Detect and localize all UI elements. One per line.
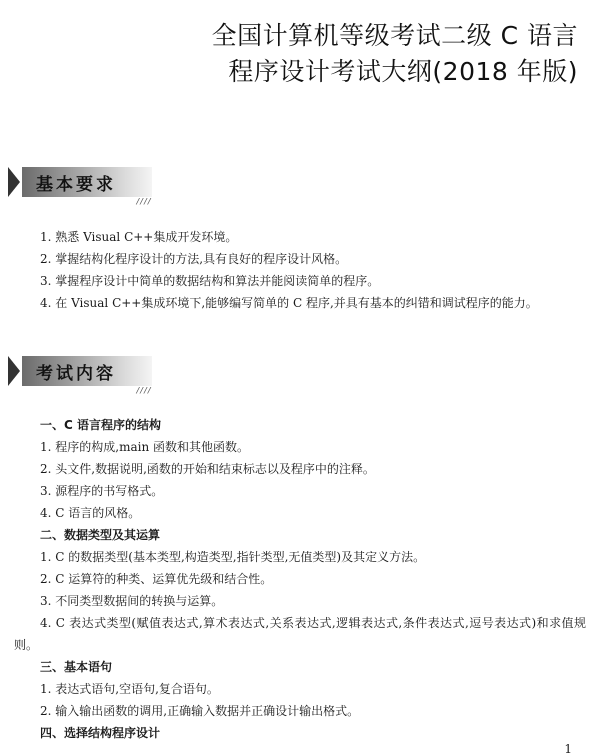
- requirement-item: 1. 熟悉 Visual C++集成开发环境。: [40, 230, 238, 244]
- content-item: 4. C 表达式类型(赋值表达式,算术表达式,关系表达式,逻辑表达式,条件表达式,逗号表达式)和求值规则。: [14, 616, 586, 652]
- document-title: [212, 18, 578, 90]
- content-item: 1. C 的数据类型(基本类型,构造类型,指针类型,无值类型)及其定义方法。: [40, 550, 426, 564]
- requirement-item: 4. 在 Visual C++集成环境下,能够编写简单的 C 程序,并具有基本的纠错和调试程序的能力。: [40, 296, 538, 310]
- title-line-2: 程序设计考试大纲(2018 年版): [228, 57, 578, 86]
- content-heading: 四、选择结构程序设计: [40, 726, 161, 740]
- section-title: 考试内容: [36, 364, 116, 384]
- content-item: 3. 源程序的书写格式。: [40, 484, 164, 498]
- header-hatch-marks: ////: [135, 386, 151, 395]
- section-header-exam-content: [8, 352, 153, 395]
- header-triangle-icon: [8, 356, 20, 386]
- content-heading: 三、基本语句: [40, 660, 113, 674]
- content-heading: 一、C 语言程序的结构: [40, 418, 161, 432]
- page-number: 1: [564, 742, 572, 756]
- content-item: 3. 不同类型数据间的转换与运算。: [40, 594, 224, 608]
- content-heading: 二、数据类型及其运算: [40, 528, 161, 542]
- content-item: 1. 表达式语句,空语句,复合语句。: [40, 682, 219, 696]
- content-item: 2. 头文件,数据说明,函数的开始和结束标志以及程序中的注释。: [40, 462, 375, 476]
- section-header-basic-requirements: [8, 163, 153, 206]
- section-title: 基本要求: [36, 175, 116, 195]
- exam-content-list: [14, 414, 586, 744]
- header-hatch-marks: ////: [135, 197, 151, 206]
- header-triangle-icon: [8, 167, 20, 197]
- requirement-item: 3. 掌握程序设计中简单的数据结构和算法并能阅读简单的程序。: [40, 274, 380, 288]
- content-item: 2. 输入输出函数的调用,正确输入数据并正确设计输出格式。: [40, 704, 360, 718]
- content-item: 1. 程序的构成,main 函数和其他函数。: [40, 440, 249, 454]
- basic-requirements-list: [14, 226, 586, 314]
- title-line-1: 全国计算机等级考试二级 C 语言: [211, 21, 578, 50]
- content-item: 2. C 运算符的种类、运算优先级和结合性。: [40, 572, 273, 586]
- content-item: 4. C 语言的风格。: [40, 506, 141, 520]
- requirement-item: 2. 掌握结构化程序设计的方法,具有良好的程序设计风格。: [40, 252, 348, 266]
